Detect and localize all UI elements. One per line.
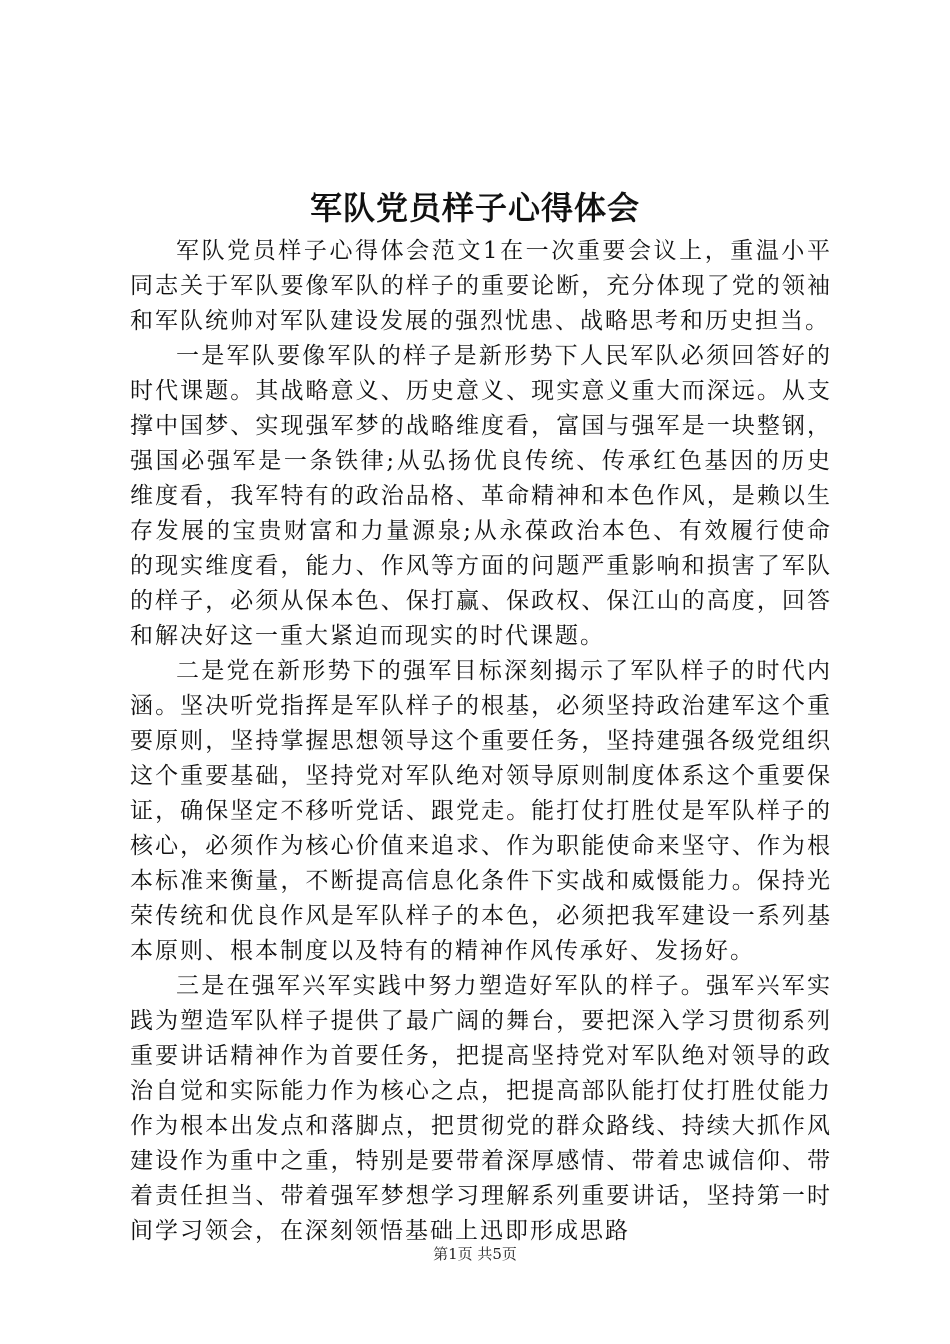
document-title: 军队党员样子心得体会	[309, 189, 640, 227]
paragraph-point-three: 三是在强军兴军实践中努力塑造好军队的样子。强军兴军实践为塑造军队样子提供了最广阔的舞台，要把深入学习贯彻系列重要讲话精神作为首要任务，把提高坚持党对军队绝对领导的政治自觉和实际能力作为核心之点，把提高部队能打仗打胜仗能力作为根本出发点和落脚点，把贯彻党的群众路线、持续大抓作风建设作为重中之重，特别是要带着深厚感情、带着忠诚信仰、带着责任担当、带着强军梦想学习理解系列重要讲话，坚持第一时间学习领会，在深刻领悟基础上迅即形成思路	[130, 973, 832, 1244]
paragraph-intro: 军队党员样子心得体会范文1在一次重要会议上，重温小平同志关于军队要像军队的样子的重要论断，充分体现了党的领袖和军队统帅对军队建设发展的强烈忧患、战略思考和历史担当。	[130, 238, 832, 334]
document-body	[130, 234, 832, 1249]
paragraph-point-two: 二是党在新形势下的强军目标深刻揭示了军队样子的时代内涵。坚决听党指挥是军队样子的根基，必须坚持政治建军这个重要原则，坚持掌握思想领导这个重要任务，坚持建强各级党组织这个重要基础，坚持党对军队绝对领导原则制度体系这个重要保证，确保坚定不移听党话、跟党走。能打仗打胜仗是军队样子的核心，必须作为核心价值来追求、作为职能使命来坚守、作为根本标准来衡量，不断提高信息化条件下实战和威慑能力。保持光荣传统和优良作风是军队样子的本色，必须把我军建设一系列基本原则、根本制度以及特有的精神作风传承好、发扬好。	[130, 658, 832, 964]
page-number-footer: 第1页 共5页	[433, 1245, 517, 1263]
paragraph-point-one: 一是军队要像军队的样子是新形势下人民军队必须回答好的时代课题。其战略意义、历史意义、现实意义重大而深远。从支撑中国梦、实现强军梦的战略维度看，富国与强军是一块整钢，强国必强军是一条铁律;从弘扬优良传统、传承红色基因的历史维度看，我军特有的政治品格、革命精神和本色作风，是赖以生存发展的宝贵财富和力量源泉;从永葆政治本色、有效履行使命的现实维度看，能力、作风等方面的问题严重影响和损害了军队的样子，必须从保本色、保打赢、保政权、保江山的高度，回答和解决好这一重大紧迫而现实的时代课题。	[130, 343, 832, 649]
